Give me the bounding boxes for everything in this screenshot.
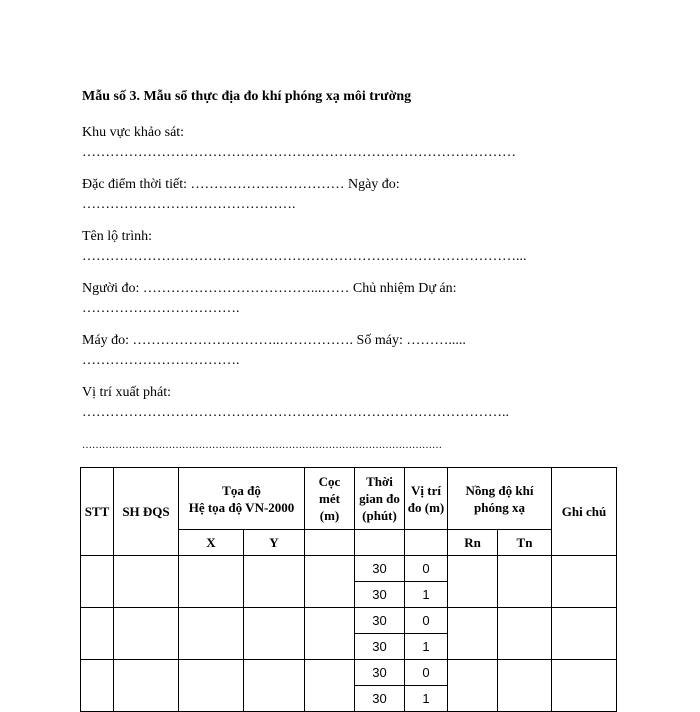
cell-shdqs — [114, 608, 179, 660]
table-row — [81, 608, 617, 634]
header-duration — [355, 468, 405, 530]
route-name-dots: …………………………………………………………………………………... — [82, 249, 527, 264]
cell-duration: 30 — [355, 608, 405, 634]
start-position-label: Vị trí xuất phát: — [82, 385, 172, 400]
cell-tn — [498, 660, 552, 712]
header-y: Y — [244, 530, 305, 556]
cell-duration: 30 — [355, 660, 405, 686]
header-stake-line3: (m) — [319, 508, 340, 523]
header-shdqs: SH ĐQS — [114, 468, 179, 556]
header-stake-blank — [305, 530, 355, 556]
header-note: Ghi chú — [552, 468, 617, 556]
weather-date-label: Đặc điểm thời tiết: …………………………… Ngày đo: — [82, 177, 400, 192]
cell-tn — [498, 556, 552, 608]
cell-stt — [81, 660, 114, 712]
cell-tn — [498, 608, 552, 660]
cell-y — [244, 556, 305, 608]
header-concentration — [448, 468, 552, 530]
cell-position: 0 — [405, 660, 448, 686]
cell-rn — [448, 660, 498, 712]
header-concentration-line1: Nồng độ khí — [465, 482, 534, 498]
form-title: Mẫu số 3. Mẫu sổ thực địa đo khí phóng xạ môi trường — [82, 89, 412, 104]
cell-stt — [81, 608, 114, 660]
cell-y — [244, 660, 305, 712]
cell-duration: 30 — [355, 634, 405, 660]
device-dots: ……………………………. — [82, 353, 240, 368]
survey-area-dots: ………………………………………………………………………………… — [82, 145, 516, 160]
extra-dots: ……………………………………………………………………………………………… — [82, 440, 442, 451]
header-coordinates — [179, 468, 305, 530]
header-position-line1: Vị trí — [411, 482, 441, 498]
cell-stake — [305, 660, 355, 712]
cell-position: 1 — [405, 582, 448, 608]
header-duration-blank — [355, 530, 405, 556]
header-position — [405, 468, 448, 530]
cell-stake — [305, 556, 355, 608]
cell-position: 0 — [405, 608, 448, 634]
header-concentration-line2: phóng xạ — [474, 499, 525, 515]
route-name-label: Tên lộ trình: — [82, 229, 152, 244]
cell-shdqs — [114, 660, 179, 712]
cell-duration: 30 — [355, 686, 405, 712]
cell-duration: 30 — [355, 582, 405, 608]
header-rn: Rn — [448, 530, 498, 556]
cell-rn — [448, 556, 498, 608]
header-stake-line2: mét — [319, 491, 340, 506]
survey-area-label: Khu vực khảo sát: — [82, 125, 185, 140]
survey-table — [80, 467, 617, 712]
header-duration-line3: (phút) — [362, 508, 397, 523]
cell-rn — [448, 608, 498, 660]
header-stt: STT — [81, 468, 114, 556]
weather-date-dots: ………………………………………. — [82, 197, 296, 212]
header-stake — [305, 468, 355, 530]
header-duration-line1: Thời — [366, 474, 393, 489]
header-tn: Tn — [498, 530, 552, 556]
header-position-blank — [405, 530, 448, 556]
table-row — [81, 660, 617, 686]
header-stake-line1: Cọc — [318, 474, 341, 489]
surveyor-manager-dots: ……………………………. — [82, 301, 240, 316]
cell-note — [552, 556, 617, 608]
cell-position: 0 — [405, 556, 448, 582]
cell-stake — [305, 608, 355, 660]
cell-shdqs — [114, 556, 179, 608]
header-x: X — [179, 530, 244, 556]
cell-x — [179, 556, 244, 608]
cell-position: 1 — [405, 686, 448, 712]
device-label: Máy đo: …………………………..……………. Số máy: ………..... — [82, 333, 466, 348]
start-position-dots: ……………………………………………………………………………….. — [82, 405, 509, 420]
cell-x — [179, 608, 244, 660]
cell-y — [244, 608, 305, 660]
surveyor-manager-label: Người đo: ………………………………...…… Chủ nhiệm Dự án: — [82, 281, 457, 296]
cell-stt — [81, 556, 114, 608]
table-row — [81, 556, 617, 582]
cell-x — [179, 660, 244, 712]
cell-duration: 30 — [355, 556, 405, 582]
header-coordinates-system: Hệ tọa độ VN-2000 — [188, 499, 295, 515]
cell-note — [552, 660, 617, 712]
cell-note — [552, 608, 617, 660]
header-position-line2: đo (m) — [407, 499, 445, 515]
header-coordinates-title: Tọa độ — [222, 482, 261, 498]
cell-position: 1 — [405, 634, 448, 660]
header-duration-line2: gian đo — [359, 491, 400, 506]
